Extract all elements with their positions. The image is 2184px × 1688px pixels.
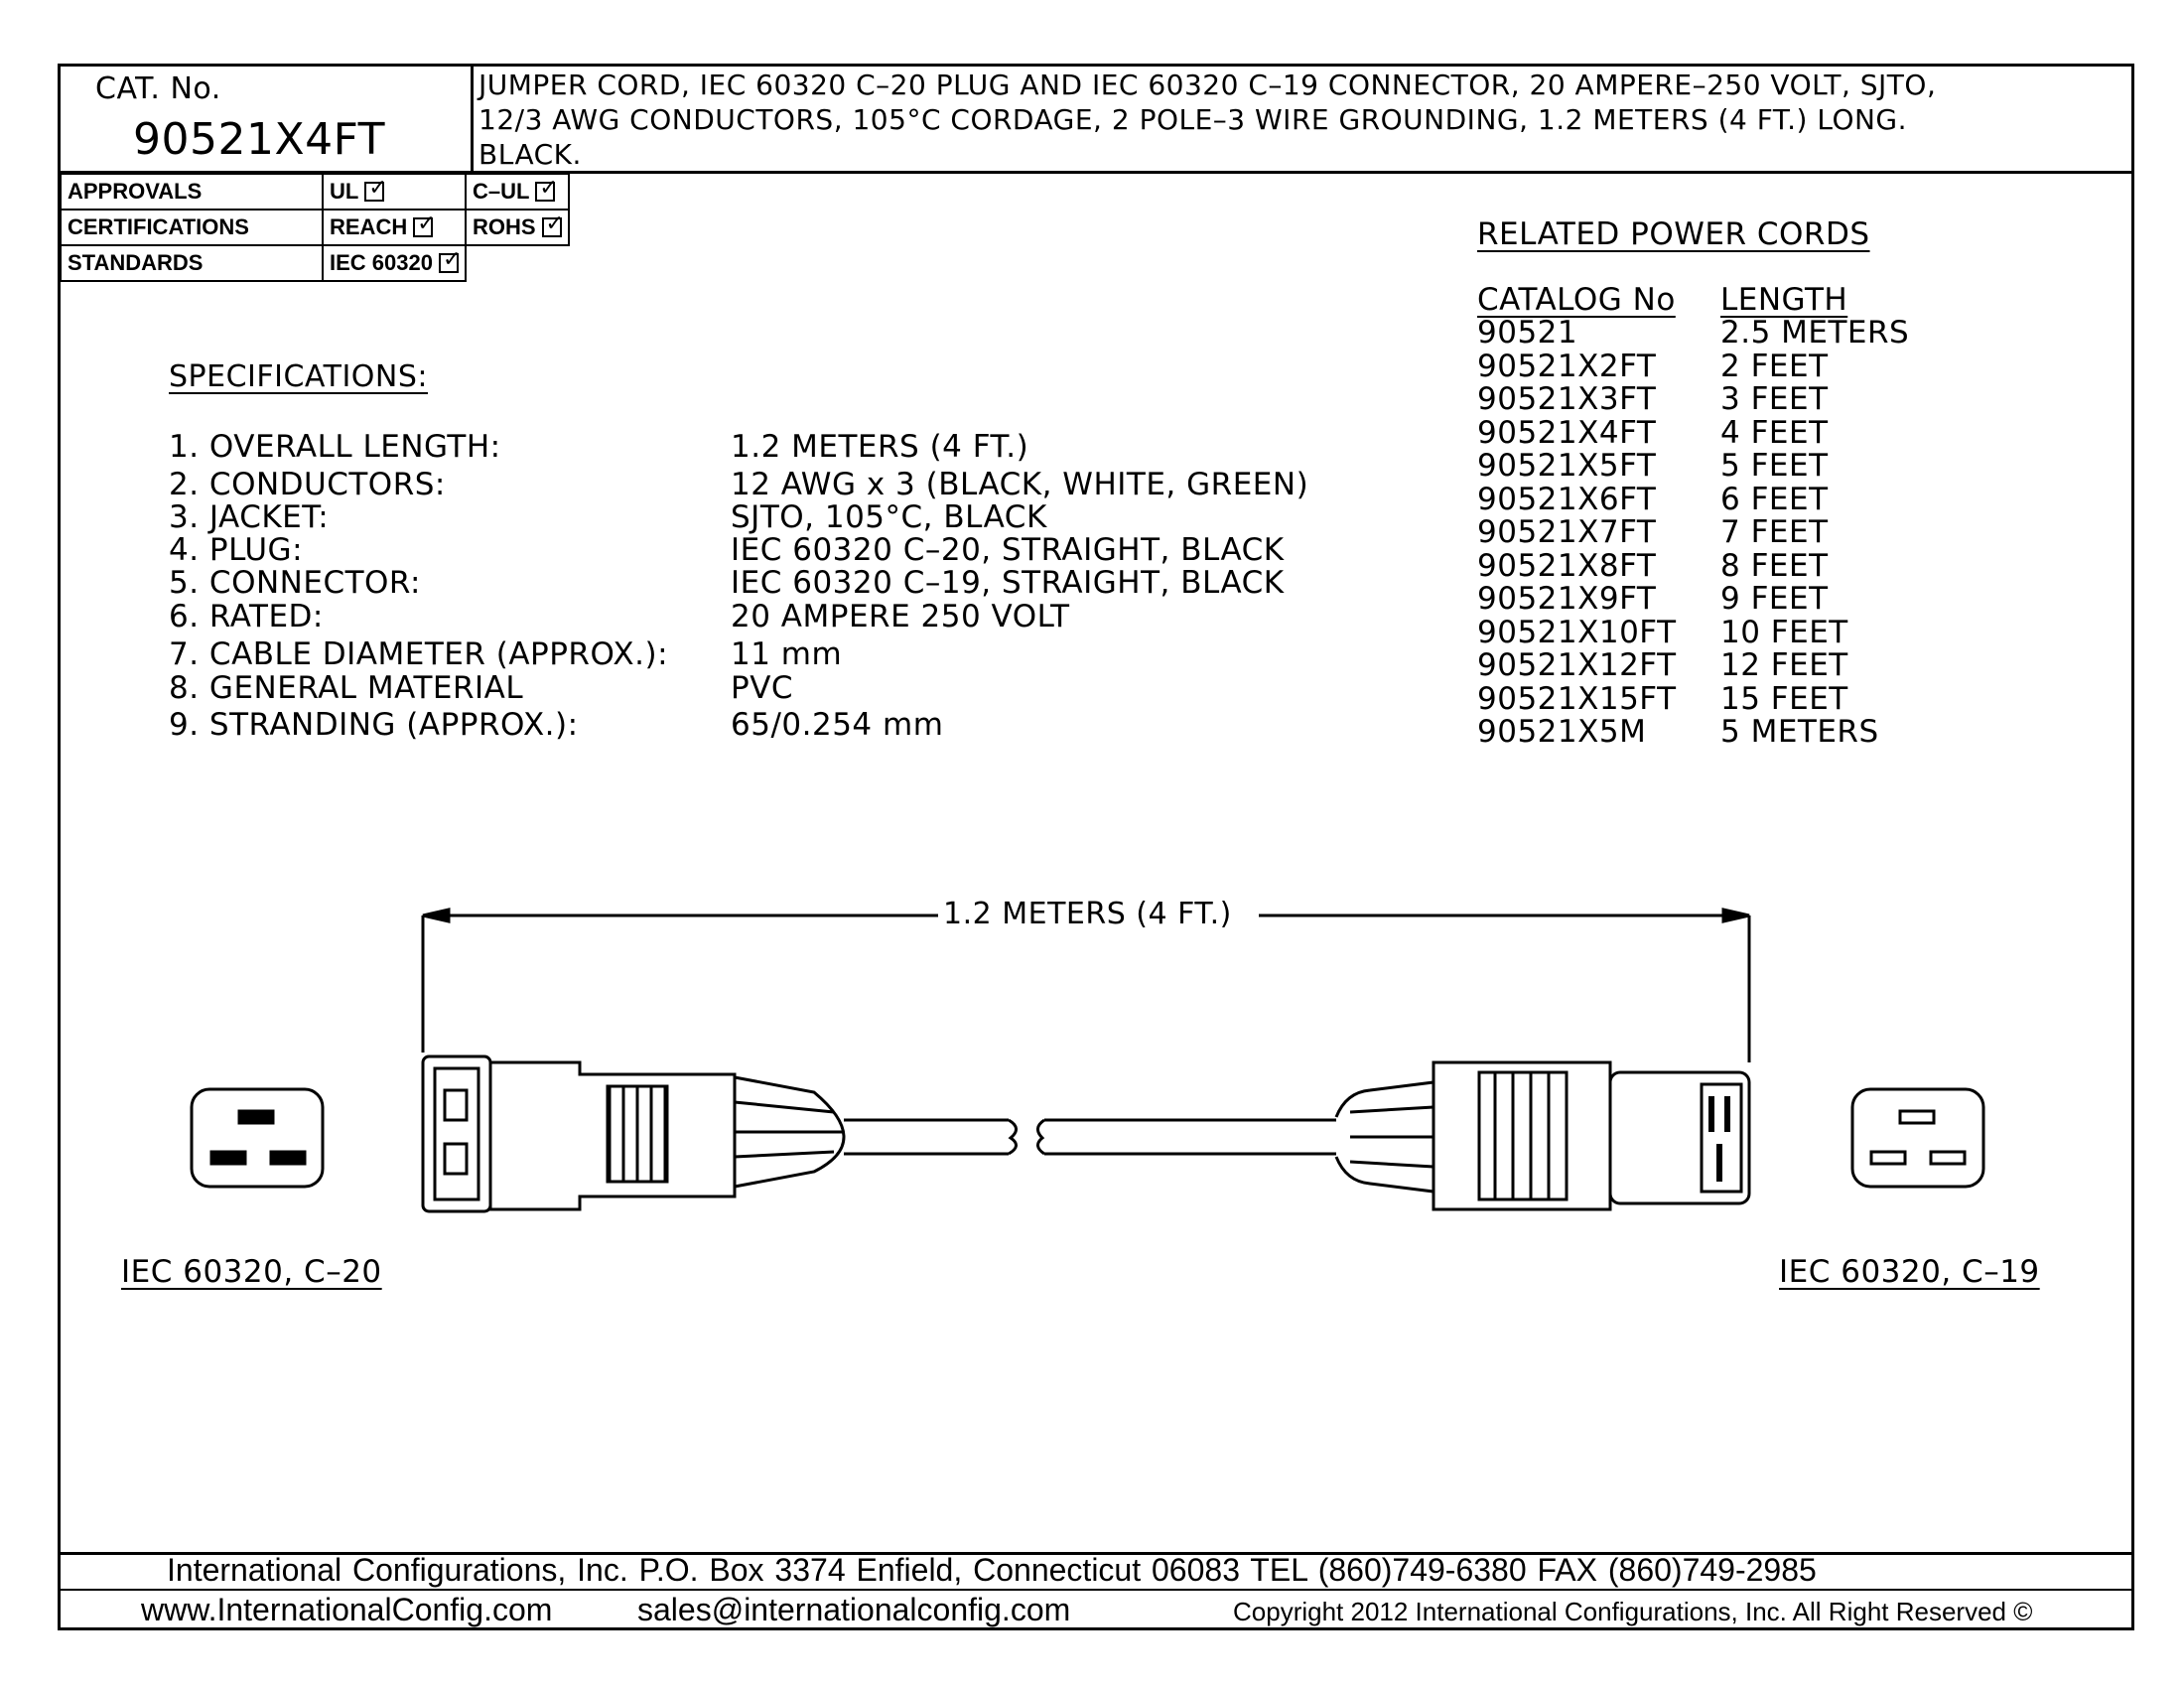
- rohs-cell: [466, 210, 569, 245]
- title-line-1: JUMPER CORD, IEC 60320 C–20 PLUG AND IEC 60320 C–19 CONNECTOR, 20 AMPERE–250 VOLT, SJTO,: [478, 69, 1937, 101]
- c-ul-label: C–UL: [472, 179, 530, 204]
- footer-copyright: Copyright 2012 International Configurations, Inc. All Right Reserved ©: [1233, 1597, 2033, 1626]
- spec-label: 7. CABLE DIAMETER (APPROX.):: [169, 636, 669, 672]
- checkbox-icon: [413, 217, 433, 237]
- related-length: 10 FEET: [1720, 614, 1848, 650]
- related-catalog-number: 90521X9FT: [1477, 581, 1657, 617]
- title-line-2: 12/3 AWG CONDUCTORS, 105°C CORDAGE, 2 POLE–3 WIRE GROUNDING, 1.2 METERS (4 FT.) LONG.: [478, 103, 1908, 136]
- related-length: 5 METERS: [1720, 714, 1879, 750]
- related-length: 7 FEET: [1720, 514, 1829, 550]
- reach-cell: [323, 210, 466, 245]
- approvals-label: APPROVALS: [61, 174, 323, 210]
- header-vdivider: [471, 64, 474, 173]
- spec-value: 1.2 METERS (4 FT.): [731, 429, 1029, 465]
- spec-label: 9. STRANDING (APPROX.):: [169, 707, 579, 743]
- related-length: 6 FEET: [1720, 481, 1829, 517]
- c-ul-cell: [466, 174, 569, 210]
- c19-label: IEC 60320, C–19: [1779, 1254, 2040, 1290]
- title-line-3: BLACK.: [478, 138, 582, 171]
- related-catalog-number: 90521X12FT: [1477, 647, 1677, 683]
- related-catalog-number: 90521X8FT: [1477, 547, 1657, 584]
- footer-company-line: International Configurations, Inc. P.O. Box 3374 Enfield, Connecticut 06083 TEL (860)749-6380 FAX (860)749-2985: [167, 1552, 1817, 1588]
- reach-label: REACH: [330, 214, 408, 239]
- related-catalog-number: 90521X2FT: [1477, 348, 1657, 384]
- ul-label: UL: [330, 179, 359, 204]
- specifications-heading: SPECIFICATIONS:: [169, 359, 429, 394]
- iec-label: IEC 60320: [330, 250, 433, 275]
- spec-label: 4. PLUG:: [169, 532, 304, 568]
- spec-value: 11 mm: [731, 636, 843, 672]
- spec-value: 65/0.254 mm: [731, 707, 944, 743]
- related-length: 12 FEET: [1720, 647, 1848, 683]
- spec-label: 6. RATED:: [169, 599, 324, 634]
- spec-label: 8. GENERAL MATERIAL: [169, 670, 524, 706]
- related-catalog-number: 90521: [1477, 315, 1578, 351]
- spec-value: IEC 60320 C–20, STRAIGHT, BLACK: [731, 532, 1285, 568]
- spec-label: 1. OVERALL LENGTH:: [169, 429, 501, 465]
- spec-value: 20 AMPERE 250 VOLT: [731, 599, 1070, 634]
- checkbox-icon: [439, 253, 459, 273]
- related-catalog-number: 90521X5FT: [1477, 448, 1657, 484]
- related-length: 8 FEET: [1720, 547, 1829, 584]
- related-length: 5 FEET: [1720, 448, 1829, 484]
- related-length: 2 FEET: [1720, 348, 1829, 384]
- related-catalog-number: 90521X7FT: [1477, 514, 1657, 550]
- spec-value: PVC: [731, 670, 794, 706]
- spec-value: 12 AWG x 3 (BLACK, WHITE, GREEN): [731, 467, 1309, 502]
- empty-cell: [466, 245, 569, 281]
- related-length: 4 FEET: [1720, 414, 1829, 451]
- checkbox-icon: [364, 182, 384, 202]
- related-catalog-number: 90521X3FT: [1477, 381, 1657, 417]
- spec-label: 3. JACKET:: [169, 499, 330, 535]
- related-col-length: LENGTH: [1720, 282, 1848, 318]
- related-catalog-number: 90521X5M: [1477, 714, 1647, 750]
- spec-value: IEC 60320 C–19, STRAIGHT, BLACK: [731, 565, 1285, 601]
- footer-email[interactable]: sales@internationalconfig.com: [637, 1592, 1071, 1627]
- cat-number: 90521X4FT: [133, 114, 386, 165]
- spec-label: 2. CONDUCTORS:: [169, 467, 446, 502]
- related-catalog-number: 90521X10FT: [1477, 614, 1677, 650]
- ul-cell: [323, 174, 466, 210]
- related-catalog-number: 90521X15FT: [1477, 680, 1677, 717]
- related-length: 9 FEET: [1720, 581, 1829, 617]
- dimension-label: 1.2 METERS (4 FT.): [943, 897, 1232, 931]
- related-catalog-number: 90521X4FT: [1477, 414, 1657, 451]
- checkbox-icon: [542, 217, 562, 237]
- rohs-label: ROHS: [472, 214, 536, 239]
- related-length: 3 FEET: [1720, 381, 1829, 417]
- related-catalog-number: 90521X6FT: [1477, 481, 1657, 517]
- checkbox-icon: [535, 182, 555, 202]
- spec-value: SJTO, 105°C, BLACK: [731, 499, 1047, 535]
- spec-label: 5. CONNECTOR:: [169, 565, 421, 601]
- standards-label: STANDARDS: [61, 245, 323, 281]
- c20-label: IEC 60320, C–20: [121, 1254, 382, 1290]
- approvals-table: [60, 173, 570, 282]
- related-length: 15 FEET: [1720, 680, 1848, 717]
- iec-cell: [323, 245, 466, 281]
- related-length: 2.5 METERS: [1720, 315, 1910, 351]
- cat-label: CAT. No.: [95, 71, 221, 106]
- footer-divider-mid: [58, 1589, 2134, 1591]
- certifications-label: CERTIFICATIONS: [61, 210, 323, 245]
- related-heading: RELATED POWER CORDS: [1477, 216, 1870, 252]
- related-col-catalog: CATALOG No: [1477, 282, 1676, 318]
- footer-website[interactable]: www.InternationalConfig.com: [141, 1592, 553, 1627]
